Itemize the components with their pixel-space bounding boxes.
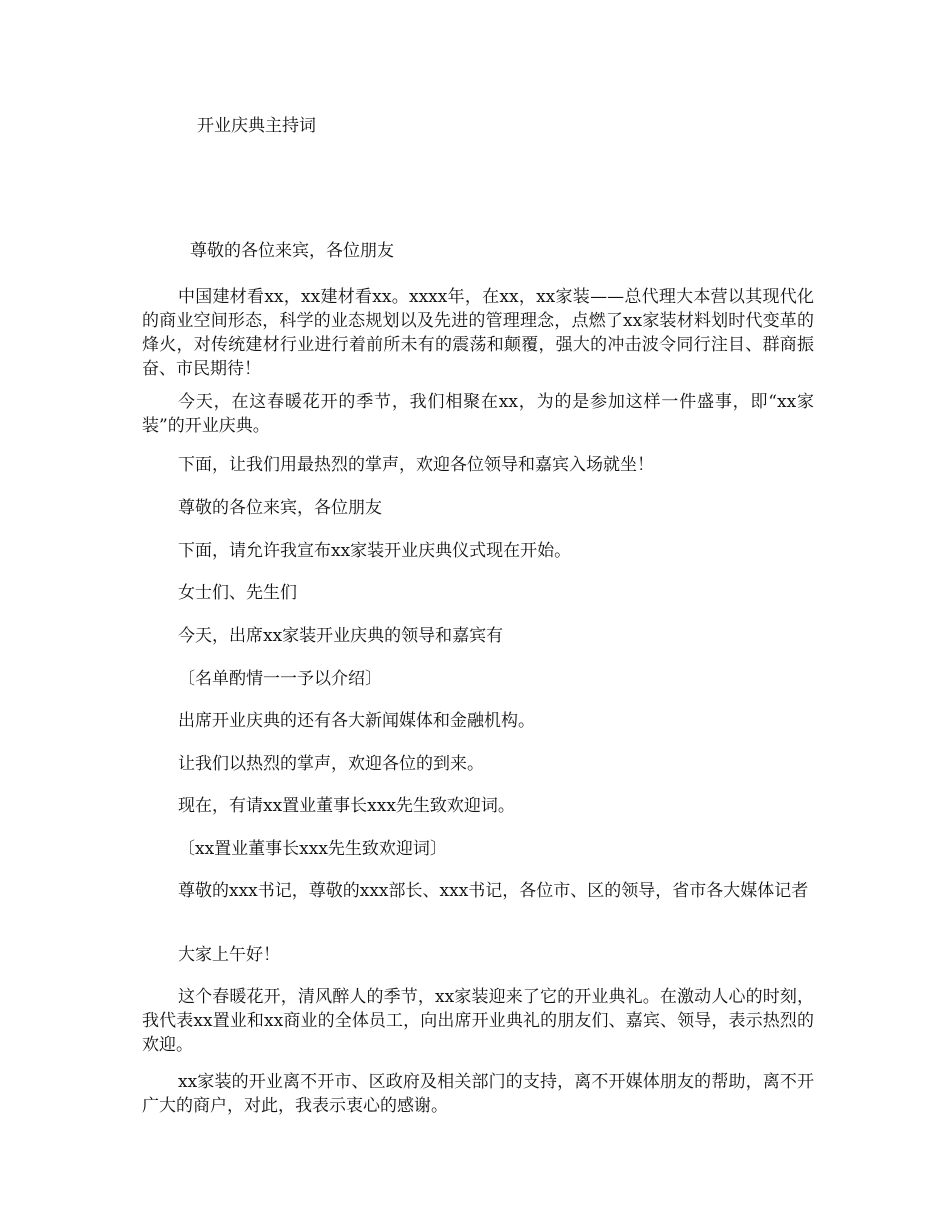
paragraph: 下面，请允许我宣布xx家装开业庆典仪式现在开始。 [178,541,572,561]
paragraph: 〔xx置业董事长xxx先生致欢迎词〕 [178,839,447,859]
paragraph: xx家装的开业离不开市、区政府及相关部门的支持，离不开媒体朋友的帮助，离不开广大的商户，对此，我表示衷心的感谢。 [142,1072,814,1116]
paragraph: 让我们以热烈的掌声，欢迎各位的到来。 [178,754,484,774]
paragraph: 尊敬的各位来宾，各位朋友 [178,498,382,518]
paragraph: 下面，让我们用最热烈的掌声，欢迎各位领导和嘉宾入场就坐！ [178,455,654,475]
paragraph: 尊敬的xxx书记，尊敬的xxx部长、xxx书记，各位市、区的领导，省市各大媒体记者 [178,881,809,901]
paragraph: 大家上午好！ [178,945,280,965]
paragraph: 中国建材看xx，xx建材看xx。xxxx年，在xx，xx家装——总代理大本营以其现代化的商业空间形态，科学的业态规划以及先进的管理理念，点燃了xx家装材料划时代变革的烽火，对传统建材行业进行着前所未有的震荡和颠覆，强大的冲击波令同行注目、群商振奋、市民期待！ [142,287,814,379]
paragraph: 今天，出席xx家装开业庆典的领导和嘉宾有 [178,626,504,646]
paragraph: 〔名单酌情一一予以介绍〕 [178,669,382,689]
paragraph: 尊敬的各位来宾，各位朋友 [190,241,394,261]
paragraph: 今天，在这春暖花开的季节，我们相聚在xx，为的是参加这样一件盛事，即“xx家装”的开业庆典。 [142,392,814,436]
paragraph: 出席开业庆典的还有各大新闻媒体和金融机构。 [178,711,535,731]
paragraph: 这个春暖花开，清风醉人的季节，xx家装迎来了它的开业典礼。在激动人心的时刻，我代表xx置业和xx商业的全体员工，向出席开业典礼的朋友们、嘉宾、领导，表示热烈的欢迎。 [142,987,814,1055]
paragraph: 现在，有请xx置业董事长xxx先生致欢迎词。 [178,796,515,816]
paragraph: 女士们、先生们 [178,583,297,603]
document-title: 开业庆典主持词 [197,116,316,136]
